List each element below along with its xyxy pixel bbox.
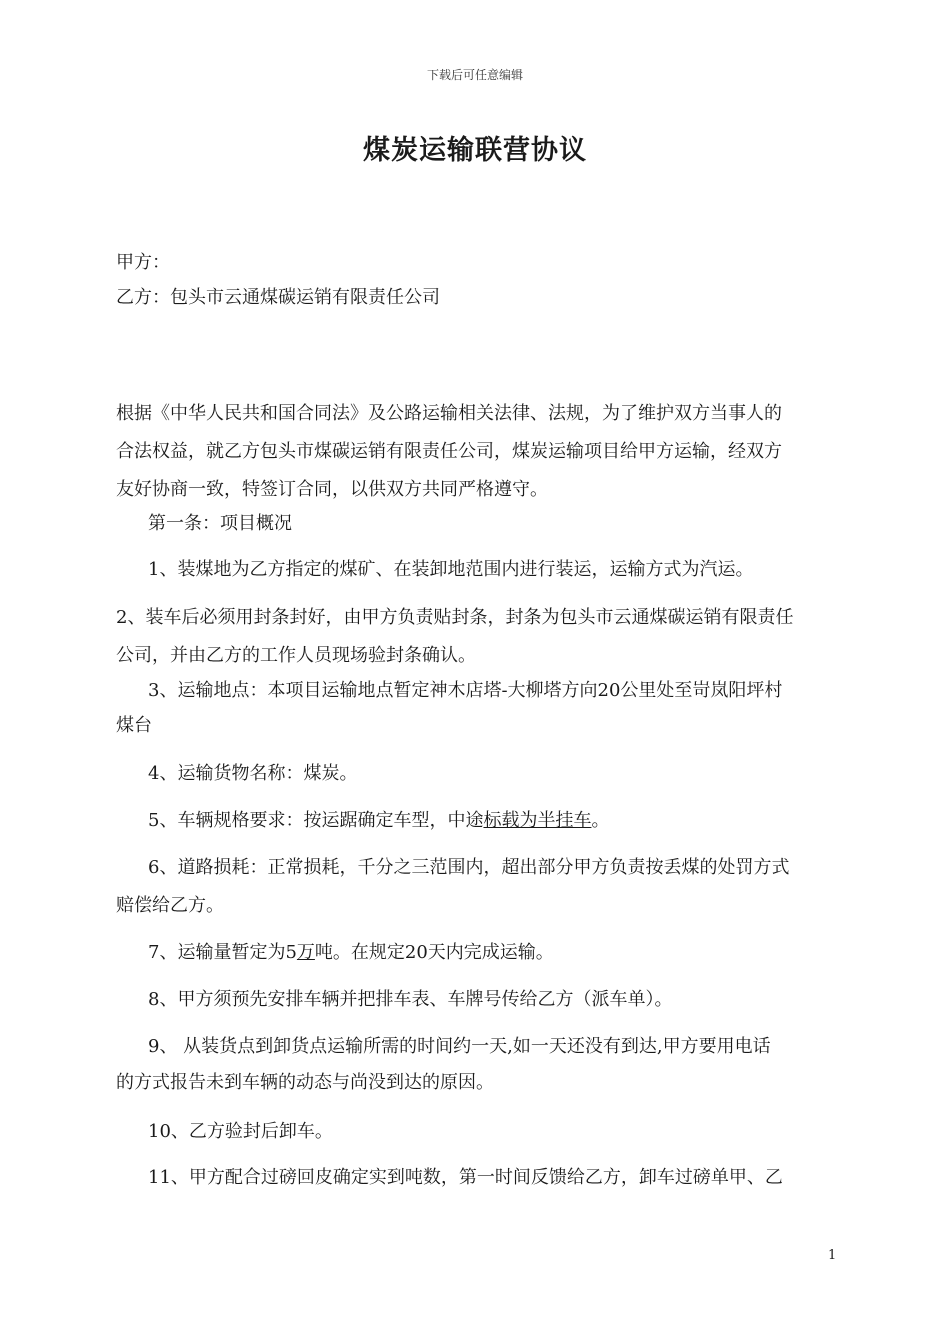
item-10: 10、乙方验封后卸车。 xyxy=(148,1121,333,1142)
item-6-line-2: 赔偿给乙方。 xyxy=(116,895,224,916)
party-a: 甲方： xyxy=(116,252,170,273)
item-1: 1、装煤地为乙方指定的煤矿、在装卸地范围内进行装运，运输方式为汽运。 xyxy=(148,559,754,580)
item-3-line-1: 3、运输地点：本项目运输地点暂定神木店塔-大柳塔方向20公里处至岢岚阳坪村 xyxy=(148,680,783,701)
item-2-line-1: 2、装车后必须用封条封好，由甲方负责贴封条，封条为包头市云通煤碳运销有限责任 xyxy=(116,607,794,628)
preamble-line-2: 合法权益，就乙方包头市煤碳运销有限责任公司，煤炭运输项目给甲方运输，经双方 xyxy=(116,441,782,462)
page-number: 1 xyxy=(828,1248,837,1263)
preamble-line-3: 友好协商一致，特签订合同，以供双方共同严格遵守。 xyxy=(116,479,548,500)
item-7 xyxy=(148,941,554,965)
item-5-underlined: 标载为半挂车 xyxy=(483,810,592,831)
item-7-underlined: 万 xyxy=(296,942,315,963)
item-7-end: 吨。在规定20天内完成运输。 xyxy=(314,942,554,963)
item-5-text: 5、车辆规格要求：按运踞确定车型，中途 xyxy=(148,810,484,831)
item-4: 4、运输货物名称：煤炭。 xyxy=(148,763,358,784)
item-3-line-2: 煤台 xyxy=(116,715,152,736)
item-8: 8、甲方须预先安排车辆并把排车表、车牌号传给乙方（派车单）。 xyxy=(148,989,673,1010)
item-7-text: 7、运输量暂定为5 xyxy=(148,942,297,963)
item-11: 11、甲方配合过磅回皮确定实到吨数，第一时间反馈给乙方，卸车过磅单甲、乙 xyxy=(148,1167,783,1188)
item-5 xyxy=(148,809,609,833)
item-5-end: 。 xyxy=(591,810,610,831)
party-b: 乙方：包头市云通煤碳运销有限责任公司 xyxy=(116,287,440,308)
item-9-line-2: 的方式报告未到车辆的动态与尚没到达的原因。 xyxy=(116,1072,494,1093)
document-title: 煤炭运输联营协议 xyxy=(363,135,587,166)
item-2-line-2: 公司，并由乙方的工作人员现场验封条确认。 xyxy=(116,645,476,666)
header-note: 下载后可任意编辑 xyxy=(426,68,523,82)
article-1-heading: 第一条：项目概况 xyxy=(148,513,292,534)
preamble-line-1: 根据《中华人民共和国合同法》及公路运输相关法律、法规，为了维护双方当事人的 xyxy=(116,403,782,424)
item-9-line-1: 9、 从装货点到卸货点运输所需的时间约一天,如一天还没有到达,甲方要用电话 xyxy=(148,1036,771,1057)
item-6-line-1: 6、道路损耗：正常损耗，千分之三范围内，超出部分甲方负责按丢煤的处罚方式 xyxy=(148,857,790,878)
